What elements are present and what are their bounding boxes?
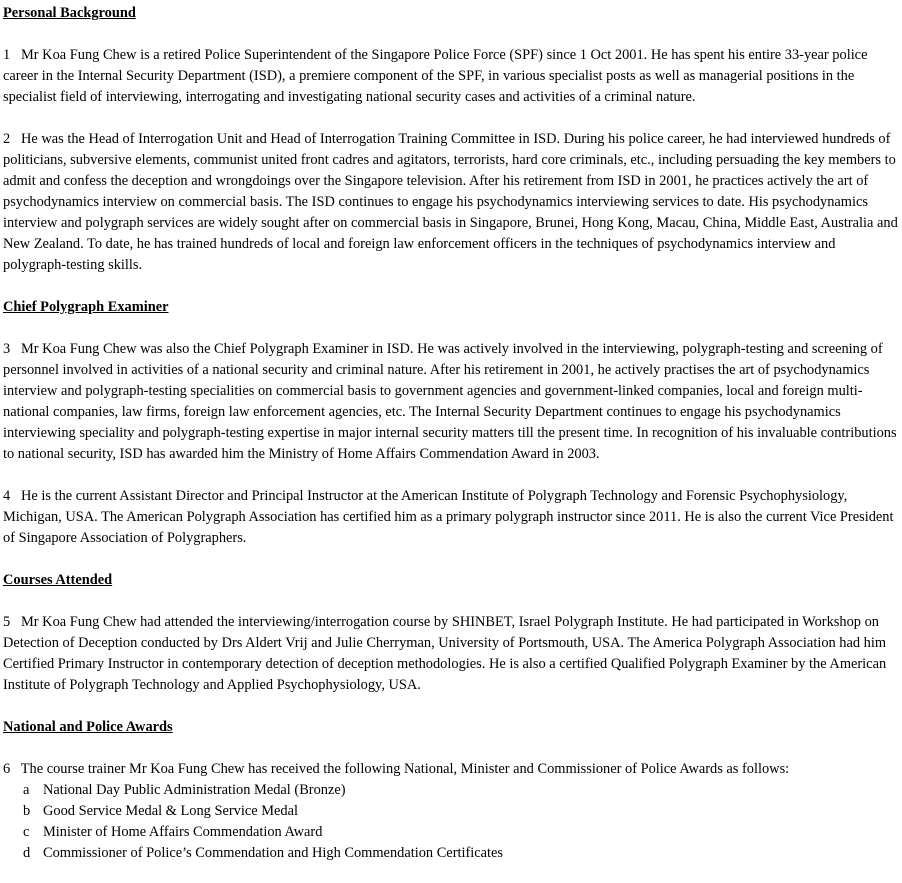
heading-chief-polygraph-examiner: Chief Polygraph Examiner — [3, 299, 169, 315]
paragraph-number: 3 — [3, 341, 11, 357]
paragraph-number: 2 — [3, 131, 11, 147]
paragraph-number: 5 — [3, 614, 11, 630]
list-text: National Day Public Administration Medal (Bronze) — [43, 782, 346, 798]
paragraph-2 — [3, 129, 899, 276]
paragraph-text: Mr Koa Fung Chew was also the Chief Polygraph Examiner in ISD. He was actively involved in the interviewing, polygraph-testing and screening of personnel involved in activities of a national security and criminal nature. After his retirement in 2001, he actively practises the art of psychodynamics interview and polygraph-testing specialities on commercial basis to government agencies and government-linked companies, local and foreign multi-national companies, law firms, foreign law enforcement agencies, etc. The Internal Security Department continues to engage his psychodynamics interviewing speciality and polygraph-testing expertise in major internal security matters till the present time. In recognition of his invaluable contributions to national security, ISD has awarded him the Ministry of Home Affairs Commendation Award in 2003. — [3, 341, 897, 462]
list-letter: a — [23, 782, 30, 798]
paragraph-3 — [3, 339, 899, 465]
award-list-item — [3, 843, 902, 864]
paragraph-5 — [3, 612, 899, 696]
award-list-item — [3, 822, 902, 843]
award-list-item — [3, 780, 902, 801]
list-letter: d — [23, 845, 31, 861]
paragraph-text: The course trainer Mr Koa Fung Chew has received the following National, Minister and Commissioner of Police Awards as follows: — [20, 761, 790, 777]
list-letter: b — [23, 803, 31, 819]
list-text: Minister of Home Affairs Commendation Award — [43, 824, 323, 840]
paragraph-text: He was the Head of Interrogation Unit and Head of Interrogation Training Committee in ISD. During his police career, he had interviewed hundreds of politicians, subversive elements, communist united front cadres and agitators, terrorists, hard core criminals, etc., including persuading the key members to admit and confess the deception and wrongdoings over the Singapore television. After his retirement from ISD in 2001, he practices actively the art of psychodynamics interview on commercial basis. The ISD continues to engage his psychodynamics interviewing services to date. His psychodynamics interview and polygraph services are widely sought after on commercial basis in Singapore, Brunei, Hong Kong, Macau, China, Middle East, Australia and New Zealand. To date, he has trained hundreds of local and foreign law enforcement officers in the techniques of psychodynamics interview and polygraph-testing skills. — [3, 131, 898, 273]
list-text: Good Service Medal & Long Service Medal — [43, 803, 298, 819]
list-letter: c — [23, 824, 30, 840]
paragraph-number: 1 — [3, 47, 11, 63]
paragraph-6 — [3, 759, 899, 780]
heading-national-police-awards: National and Police Awards — [3, 719, 173, 735]
paragraph-text: Mr Koa Fung Chew had attended the interviewing/interrogation course by SHINBET, Israel Polygraph Institute. He had participated in Workshop on Detection of Deception conducted by Drs Aldert Vrij and Julie Cherryman, University of Portsmouth, USA. The America Polygraph Association had him Certified Primary Instructor in contemporary detection of deception methodologies. He is also a certified Qualified Polygraph Examiner by the American Institute of Polygraph Technology and Applied Psychophysiology, USA. — [3, 614, 887, 693]
heading-courses-attended: Courses Attended — [3, 572, 113, 588]
paragraph-text: Mr Koa Fung Chew is a retired Police Superintendent of the Singapore Police Force (SPF) since 1 Oct 2001. He has spent his entire 33-year police career in the Internal Security Department (ISD), a premiere component of the SPF, in various specialist posts as well as managerial positions in the specialist field of interviewing, interrogating and investigating national security cases and activities of a criminal nature. — [3, 47, 868, 105]
list-text: Commissioner of Police’s Commendation and High Commendation Certificates — [43, 845, 504, 861]
heading-personal-background: Personal Background — [3, 5, 136, 21]
paragraph-1 — [3, 45, 899, 108]
award-list-item — [3, 801, 902, 822]
paragraph-text: He is the current Assistant Director and Principal Instructor at the American Institute of Polygraph Technology and Forensic Psychophysiology, Michigan, USA. The American Polygraph Association has certified him as a primary polygraph instructor since 2011. He is also the current Vice President of Singapore Association of Polygraphers. — [3, 488, 894, 546]
paragraph-number: 4 — [3, 488, 11, 504]
paragraph-number: 6 — [3, 761, 11, 777]
paragraph-4 — [3, 486, 899, 549]
